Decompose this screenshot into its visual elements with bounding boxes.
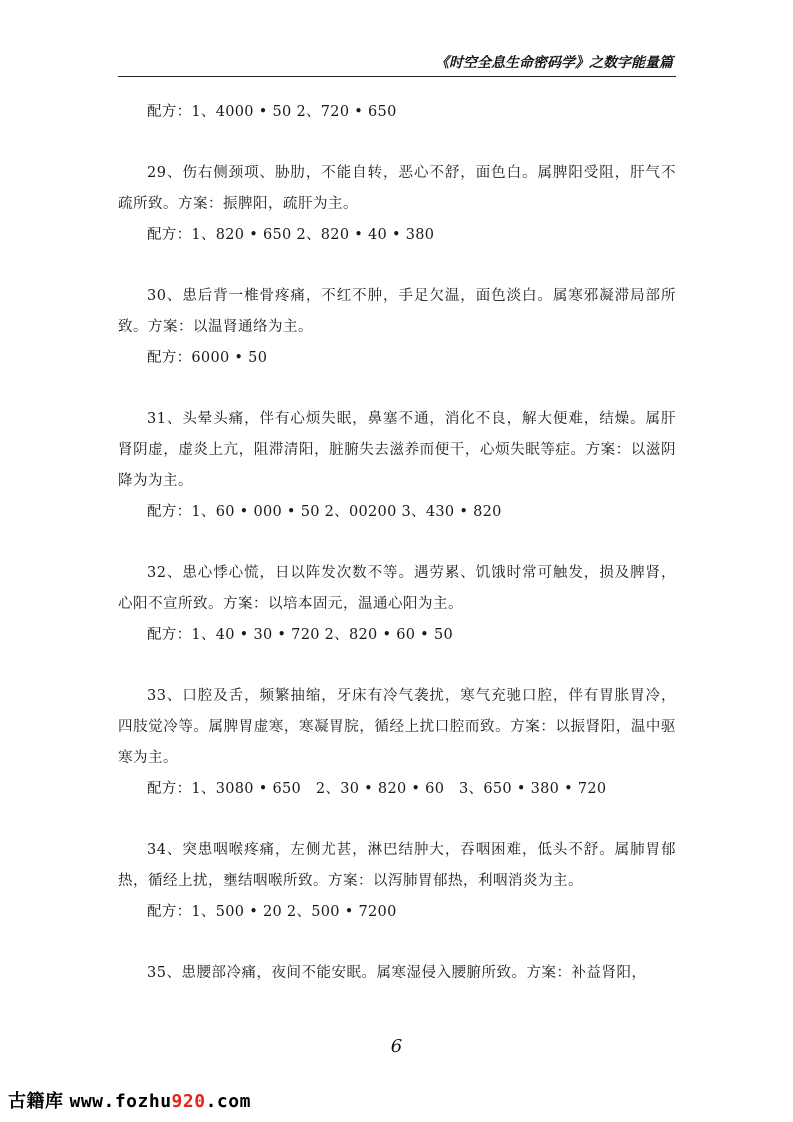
footer-watermark (8, 1087, 251, 1113)
formula-30: 配方：6000 • 50 (147, 350, 268, 366)
case-31-text: 31、头晕头痛，伴有心烦失眠，鼻塞不通，消化不良，解大便难，结燥。属肝肾阴虚，虚炎上亢，阻滞清阳，脏腑失去滋养而便干，心烦失眠等症。方案：以滋阴降为为主。 (118, 411, 676, 489)
header-divider (118, 76, 676, 77)
formula-28: 配方：1、4000 • 50 2、720 • 650 (147, 104, 397, 120)
document-body (118, 97, 676, 989)
watermark-url-prefix: www.fozhu (69, 1091, 172, 1112)
formula-34: 配方：1、500 • 20 2、500 • 7200 (147, 904, 397, 920)
formula-33: 配方：1、3080 • 650 2、30 • 820 • 60 3、650 • 380 • 720 (147, 781, 607, 797)
formula-29: 配方：1、820 • 650 2、820 • 40 • 380 (147, 227, 435, 243)
case-30-text: 30、患后背一椎骨疼痛，不红不肿，手足欠温，面色淡白。属寒邪凝滞局部所致。方案：以温肾通络为主。 (118, 288, 676, 335)
watermark-site-name: 古籍库 (8, 1091, 64, 1112)
case-34-text: 34、突患咽喉疼痛，左侧尤甚，淋巴结肿大，吞咽困难，低头不舒。属肺胃郁热，循经上扰，壅结咽喉所致。方案：以泻肺胃郁热，利咽消炎为主。 (118, 842, 676, 889)
watermark-url-number: 920 (171, 1091, 206, 1112)
case-29-text: 29、伤右侧颈项、胁肋，不能自转，恶心不舒，面色白。属脾阳受阻，肝气不疏所致。方案：振脾阳，疏肝为主。 (118, 165, 676, 212)
page-number: 6 (390, 1036, 403, 1057)
case-33-text: 33、口腔及舌，频繁抽缩，牙床有冷气袭扰，寒气充驰口腔，伴有胃胀胃冷，四肢觉冷等。属脾胃虚寒，寒凝胃脘，循经上扰口腔而致。方案：以振肾阳，温中驱寒为主。 (118, 688, 676, 766)
page-header-title: 《时空全息生命密码学》之数字能量篇 (435, 55, 673, 71)
formula-31: 配方：1、60 • 000 • 50 2、00200 3、430 • 820 (147, 504, 502, 520)
case-35-text: 35、患腰部冷痛，夜间不能安眠。属寒湿侵入腰腑所致。方案：补益肾阳， (147, 965, 647, 981)
formula-32: 配方：1、40 • 30 • 720 2、820 • 60 • 50 (147, 627, 453, 643)
watermark-url-suffix: .com (205, 1091, 251, 1112)
case-32-text: 32、患心悸心慌，日以阵发次数不等。遇劳累、饥饿时常可触发，损及脾肾，心阳不宣所致。方案：以培本固元，温通心阳为主。 (118, 565, 676, 612)
